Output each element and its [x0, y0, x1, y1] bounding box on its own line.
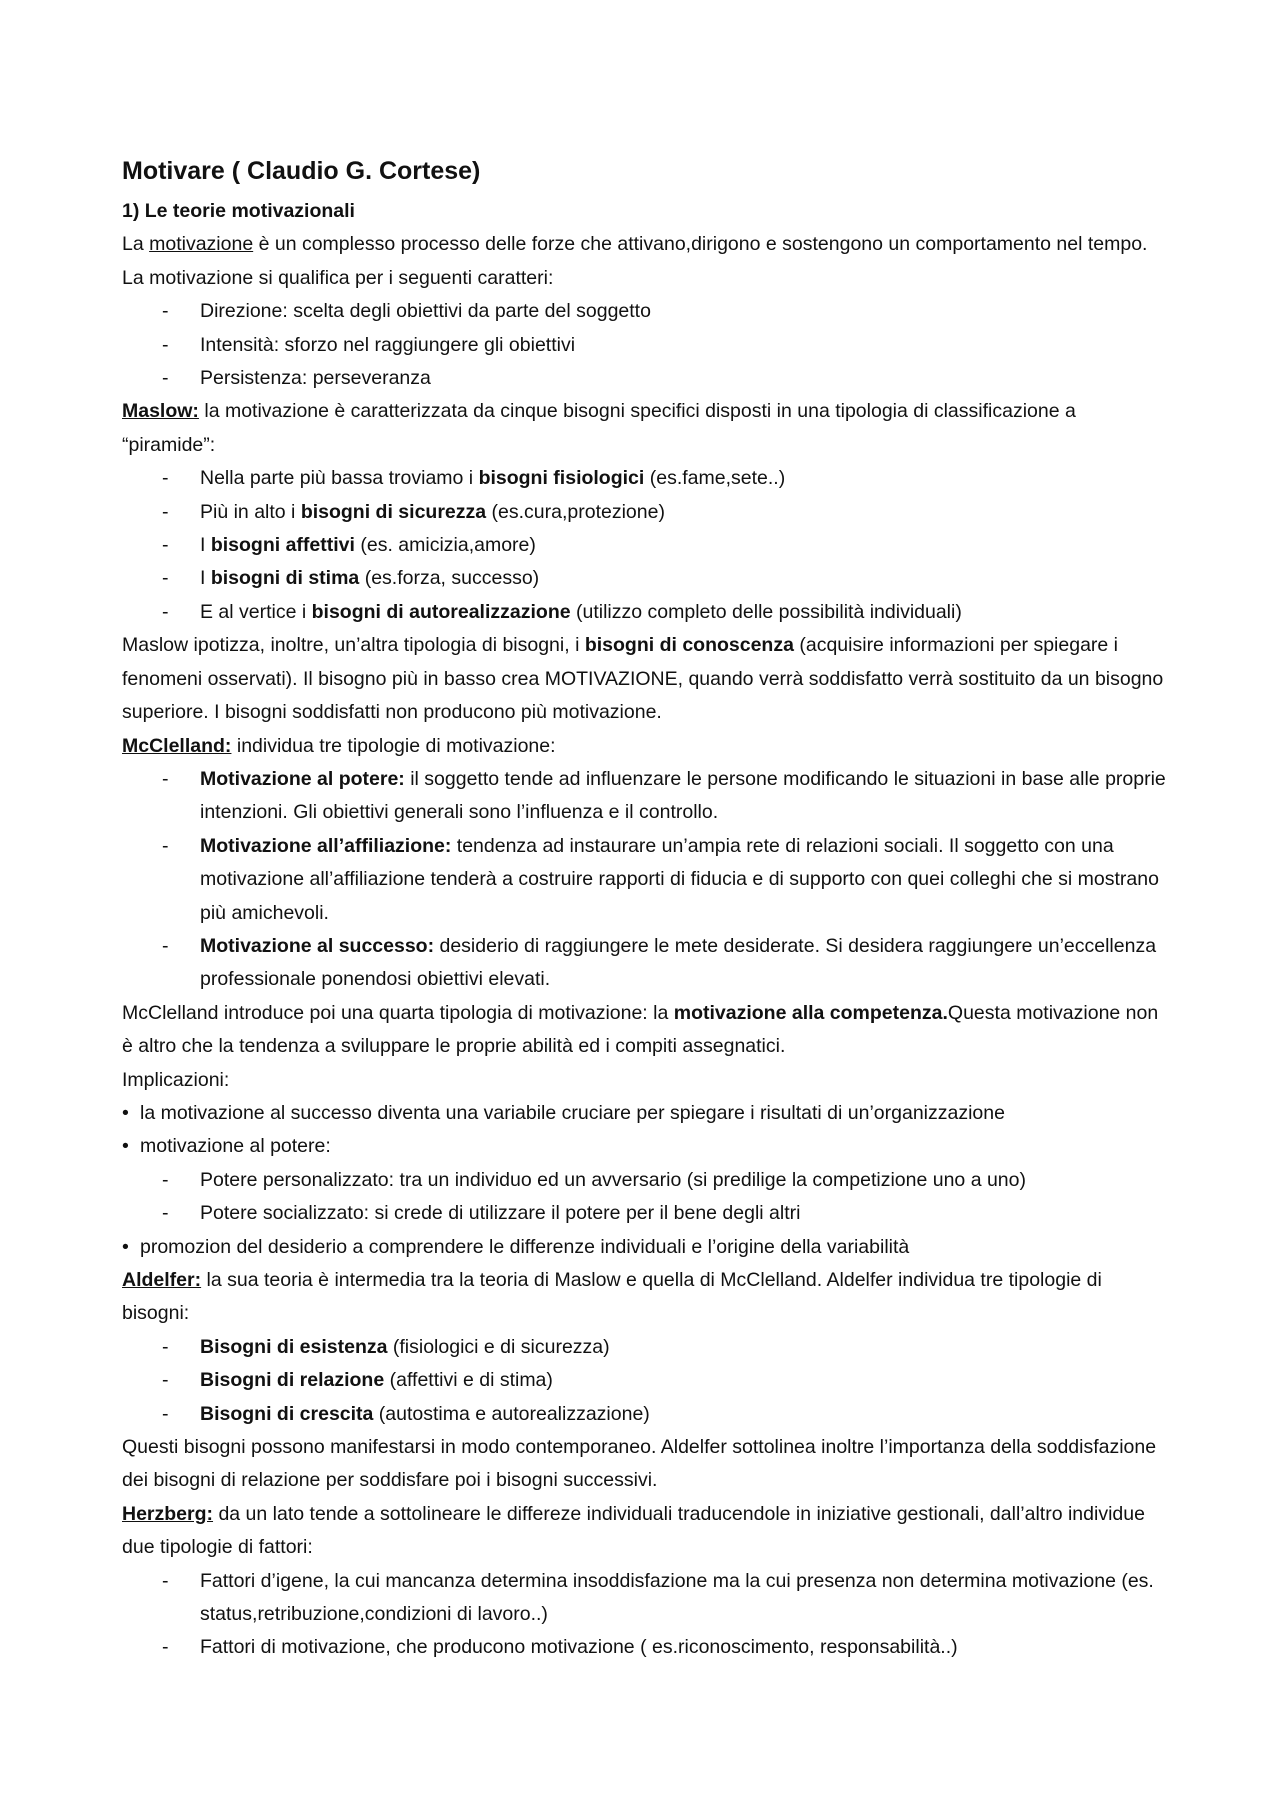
list-item: - Potere socializzato: si crede di utilizzare il potere per il bene degli altri	[122, 1197, 1172, 1230]
document-page	[122, 150, 1172, 1665]
list-item: - Bisogni di relazione (affettivi e di stima)	[122, 1364, 1172, 1397]
intro-paragraph	[122, 228, 1172, 295]
list-item: - Bisogni di esistenza (fisiologici e di sicurezza)	[122, 1331, 1172, 1364]
list-item: - Potere personalizzato: tra un individuo ed un avversario (si predilige la competizione uno a uno)	[122, 1164, 1172, 1197]
list-item: • motivazione al potere:	[122, 1130, 1172, 1163]
section-heading: 1) Le teorie motivazionali	[122, 200, 355, 222]
list-item: - Nella parte più bassa troviamo i bisogni fisiologici (es.fame,sete..)	[122, 462, 1172, 495]
mcclelland-name: McClelland:	[122, 734, 232, 757]
intro-post: è un complesso processo delle forze che attivano,dirigono e sostengono un comportamento nel tempo. La motivazione si qualifica per i seguenti caratteri:	[122, 233, 1148, 289]
list-item: • promozion del desiderio a comprendere le differenze individuali e l’origine della variabilità	[122, 1231, 1172, 1264]
caratteri-list	[122, 295, 1172, 395]
list-item: - Persistenza: perseveranza	[122, 362, 1172, 395]
aldelfer-after: Questi bisogni possono manifestarsi in modo contemporaneo. Aldelfer sottolinea inoltre l’importanza della soddisfazione dei bisogni di relazione per soddisfare poi i bisogni successivi.	[122, 1436, 1157, 1492]
herzberg-list	[122, 1565, 1172, 1665]
implicazioni-list-2	[122, 1231, 1172, 1264]
herzberg-intro: Herzberg: da un lato tende a sottolineare le differeze individuali traducendole in iniziative gestionali, dall’altro individue due tipologie di fattori:	[122, 1502, 1145, 1559]
list-item: - Motivazione al successo: desiderio di raggiungere le mete desiderate. Si desidera raggiungere un’eccellenza professionale ponendosi obiettivi elevati.	[122, 930, 1172, 997]
list-item: - Più in alto i bisogni di sicurezza (es.cura,protezione)	[122, 496, 1172, 529]
mcclelland-after: McClelland introduce poi una quarta tipologia di motivazione: la motivazione alla competenza.Questa motivazione non è altro che la tendenza a sviluppare le proprie abilità ed i compiti assegnatici.	[122, 1001, 1159, 1058]
maslow-after: Maslow ipotizza, inoltre, un’altra tipologia di bisogni, i bisogni di conoscenza (acquisire informazioni per spiegare i fenomeni osservati). Il bisogno più in basso crea MOTIVAZIONE, quando verrà soddisfatto verrà sostituito da un bisogno superiore. I bisogni soddisfatti non producono più motivazione.	[122, 634, 1164, 724]
list-item: - Fattori d’igene, la cui mancanza determina insoddisfazione ma la cui presenza non determina motivazione (es. status,retribuzione,condizioni di lavoro..)	[122, 1565, 1172, 1632]
aldelfer-name: Aldelfer:	[122, 1269, 202, 1291]
maslow-list	[122, 462, 1172, 629]
list-item: - I bisogni di stima (es.forza, successo)	[122, 562, 1172, 595]
maslow-intro-text: la motivazione è caratterizzata da cinque bisogni specifici disposti in una tipologia di classificazione a “piramide”:	[122, 400, 1076, 456]
maslow-intro	[122, 395, 1172, 462]
aldelfer-intro: Aldelfer: la sua teoria è intermedia tra la teoria di Maslow e quella di McClelland. Aldelfer individua tre tipologie di bisogni:	[122, 1269, 1102, 1325]
intro-pre: La	[122, 233, 150, 256]
list-item: - Direzione: scelta degli obiettivi da parte del soggetto	[122, 295, 1172, 328]
list-item: - Bisogni di crescita (autostima e autorealizzazione)	[122, 1398, 1172, 1431]
list-item: - Motivazione all’affiliazione: tendenza ad instaurare un’ampia rete di relazioni sociali. Il soggetto con una motivazione all’affiliazione tenderà a costruire rapporti di fiducia e di supporto con quei colleghi che si mostrano più amichevoli.	[122, 830, 1172, 930]
implicazioni-list	[122, 1097, 1172, 1164]
list-item: - Fattori di motivazione, che producono motivazione ( es.riconoscimento, responsabilità..)	[122, 1631, 1172, 1664]
list-item: • la motivazione al successo diventa una variabile cruciare per spiegare i risultati di un’organizzazione	[122, 1097, 1172, 1130]
mcclelland-intro: McClelland: individua tre tipologie di motivazione:	[122, 734, 556, 757]
document-title: Motivare ( Claudio G. Cortese)	[122, 157, 481, 185]
motivazione-term: motivazione	[149, 233, 254, 256]
aldelfer-list	[122, 1331, 1172, 1431]
list-item: - E al vertice i bisogni di autorealizzazione (utilizzo completo delle possibilità individuali)	[122, 596, 1172, 629]
implicazioni-label: Implicazioni:	[122, 1068, 230, 1091]
herzberg-name: Herzberg:	[122, 1502, 214, 1525]
list-item: - I bisogni affettivi (es. amicizia,amore)	[122, 529, 1172, 562]
list-item: - Intensità: sforzo nel raggiungere gli obiettivi	[122, 329, 1172, 362]
potere-list	[122, 1164, 1172, 1231]
mcclelland-list	[122, 763, 1172, 997]
maslow-name: Maslow:	[122, 400, 199, 423]
list-item: - Motivazione al potere: il soggetto tende ad influenzare le persone modificando le situazioni in base alle proprie intenzioni. Gli obiettivi generali sono l’influenza e il controllo.	[122, 763, 1172, 830]
